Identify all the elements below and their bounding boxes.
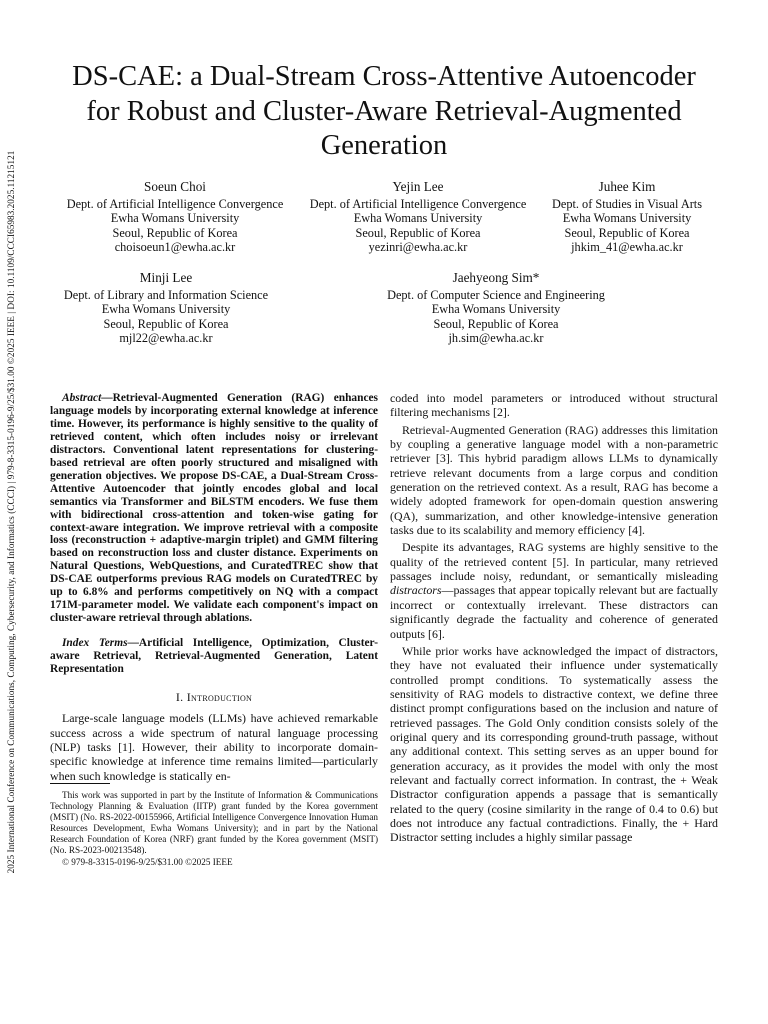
author-name: Yejin Lee	[392, 179, 444, 194]
author-location: Seoul, Republic of Korea	[112, 225, 238, 240]
author-name: Soeun Choi	[144, 179, 206, 194]
index-terms-label: Index Terms	[62, 637, 128, 650]
author-email: choisoeun1@ewha.ac.kr	[114, 240, 236, 255]
author-block	[64, 271, 268, 346]
abstract	[50, 392, 378, 625]
author-email: mjl22@ewha.ac.kr	[119, 331, 213, 346]
author-dept: Dept. of Studies in Visual Arts	[551, 196, 703, 211]
intro-paragraph: Large-scale language models (LLMs) have achieved remarkable success across a wide spectrum of natural language processing (NLP) tasks [1]. However, their ability to incorporate domain-specific knowledge at inference time remains limited—particularly when such knowledge is statically en-	[50, 711, 378, 783]
abstract-label: Abstract	[62, 392, 102, 404]
funding-footnote: This work was supported in part by the Institute of Information & Communications Technology Planning & Evaluation (IITP) grant funded by the Korea government (MSIT) (No. RS-2022-00155966, Artificial Intelligence Convergence Innovation Human Resources Development, Ewha Womans University); and in part by the National Research Foundation of Korea (NRF) grant funded by the Korea government (MSIT) (No. RS-2023-00213548).	[50, 790, 378, 855]
author-dept: Dept. of Library and Information Science	[63, 287, 269, 302]
author-dept: Dept. of Artificial Intelligence Convergence	[309, 196, 527, 211]
body-paragraph	[390, 540, 718, 640]
emphasis-term: distractors	[390, 583, 442, 598]
author-block	[552, 180, 702, 255]
author-univ: Ewha Womans University	[101, 302, 231, 317]
author-block	[67, 180, 284, 255]
author-name: Minji Lee	[139, 270, 193, 285]
body-paragraph: Retrieval-Augmented Generation (RAG) addresses this limitation by coupling a generative language model with a non-parametric retriever [3]. This hybrid paradigm allows LLMs to dynamically retrieve relevant documents from a large corpus and condition generation on the retrieved context. As a result, RAG has become a widely adopted framework for open-domain question answering (QA), summarization, and other knowledge-intensive generation tasks due to its scalability and memory efficiency [4].	[390, 422, 718, 538]
author-email: yezinri@ewha.ac.kr	[368, 240, 468, 255]
copyright-notice: © 979-8-3315-0196-9/25/$31.00 ©2025 IEEE	[62, 857, 233, 868]
right-column	[390, 391, 718, 845]
author-name: Juhee Kim	[598, 179, 656, 194]
author-dept: Dept. of Computer Science and Engineering	[387, 287, 605, 302]
section-heading: I. Introduction	[175, 690, 253, 705]
paper-title: DS-CAE: a Dual-Stream Cross-Attentive Autoencoder for Robust and Cluster-Aware Retrieval-Augmented Generation	[72, 61, 696, 161]
abstract-text: —Retrieval-Augmented Generation (RAG) enhances language models by incorporating external knowledge at inference time. However, its performance is highly sensitive to the quality of retrieved content, which often includes noisy or irrelevant distractors. Conventional latent representations for clustering-based retrieval are often poorly structured and misaligned with generation objectives. We propose DS-CAE, a Dual-Stream Cross-Attentive Autoencoder that jointly encodes global and local semantics via Transformer and BiLSTM encoders. We fuse them with bidirectional cross-attention and token-wise gating for context-aware integration. We improve retrieval with a composite loss (reconstruction + adaptive-margin triplet) and GMM filtering based on reconstruction loss and cluster distance. Experiments on Natural Questions, WebQuestions, and CuratedTREC show that DS-CAE outperforms previous RAG models on CuratedTREC by up to 6.8% and performs competitively on NQ with a compact 171M-parameter model. We validate each component's impact on cluster-aware retrieval through ablations.	[50, 392, 378, 625]
author-location: Seoul, Republic of Korea	[564, 225, 690, 240]
author-location: Seoul, Republic of Korea	[103, 316, 229, 331]
footnote-rule	[50, 783, 110, 784]
author-email: jh.sim@ewha.ac.kr	[448, 331, 544, 346]
author-location: Seoul, Republic of Korea	[355, 225, 481, 240]
author-block	[310, 180, 527, 255]
body-paragraph: While prior works have acknowledged the impact of distractors, they have not evaluated their influence under systematically controlled prompt conditions. To systematically assess the sensitivity of RAG models to distractive context, we define three distinct prompt configurations based on the inclusion and nature of retrieved passages. The Gold Only condition consists solely of the original query and its corresponding ground-truth passage, without any additional context. This setting serves as an upper bound for generation accuracy, as it provides the model with only the most relevant and factually correct information. In contrast, the + Weak Distractor configuration appends a passage that is semantically related to the query (cosine similarity in the range of 0.4 to 0.6) but does not introduce any factual contradictions. Finally, the + Hard Distractor setting includes a highly similar passage	[390, 643, 718, 845]
publication-sidebar	[4, 128, 18, 896]
author-block	[387, 271, 605, 346]
index-terms	[50, 637, 378, 676]
text-span: Despite its advantages, RAG systems are highly sensitive to the quality of the retrieved content [5]. In particular, many retrieved passages include noisy, redundant, or semantically misleading	[390, 540, 718, 584]
left-column	[50, 392, 378, 783]
body-paragraph: coded into model parameters or introduced without structural filtering mechanisms [2].	[390, 391, 718, 420]
sidebar-text: 2025 International Conference on Communications, Computing, Cybersecurity, and Informatics (CCCI) | 979-8-3315-0196-9/25/$31.00 ©2025 IEEE | DOI: 10.1109/CCCI65983.2025.11215121	[6, 150, 16, 874]
text-span: —passages that appear topically relevant but are factually incorrect or contextually irrelevant. These distractors can significantly degrade the factuality and coherence of generated outputs [6].	[390, 583, 718, 641]
footnote-block	[50, 790, 378, 868]
author-name: Jaehyeong Sim*	[452, 270, 540, 285]
author-univ: Ewha Womans University	[431, 302, 561, 317]
index-terms-text: —Artificial Intelligence, Optimization, Cluster-aware Retrieval, Retrieval-Augmented Generation, Latent Representation	[50, 637, 378, 676]
author-location: Seoul, Republic of Korea	[433, 316, 559, 331]
author-univ: Ewha Womans University	[562, 211, 692, 226]
author-univ: Ewha Womans University	[110, 211, 240, 226]
author-email: jhkim_41@ewha.ac.kr	[571, 240, 683, 255]
author-dept: Dept. of Artificial Intelligence Convergence	[66, 196, 284, 211]
author-univ: Ewha Womans University	[353, 211, 483, 226]
